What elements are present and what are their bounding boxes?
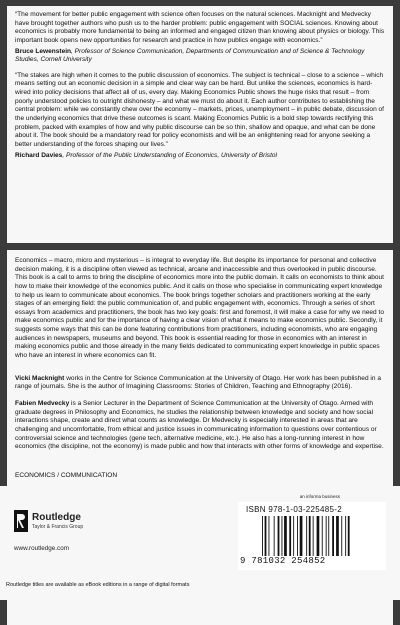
endorsements-panel — [7, 6, 393, 243]
quote-2-attribution — [15, 152, 385, 161]
author-bio-2 — [15, 400, 385, 452]
author-2-name: Fabien Medvecky — [15, 399, 70, 407]
author-bio-1 — [15, 375, 385, 392]
isbn-text: ISBN 978-1-03-225485-2 — [246, 505, 342, 514]
publisher-url[interactable]: www.routledge.com — [14, 545, 69, 552]
routledge-logo-icon — [14, 510, 28, 532]
quote-2-name: Richard Davies — [15, 151, 63, 159]
quote-2-affiliation: , Professor of the Public Understanding of Economics, University of Bristol — [62, 151, 277, 159]
quote-1-name: Bruce Lewenstein — [15, 47, 72, 55]
author-1-text: works in the Centre for Science Communication at the University of Otago. Her work has been published in a range of journals. She is the author of Imagining Classrooms: Stories of Children, Teaching and Ethnography (2016). — [15, 374, 381, 391]
quote-1-attribution — [15, 48, 385, 65]
book-description: Economics – macro, micro and mysterious – is integral to everyday life. But despite its importance for personal and collective decision making, it is a discipline often viewed as technical, arcane and inaccessible and thus overlooked in public discourse. This book is a call to arms to bring the discipline of economics more into the public domain. It calls on economists to think about how to make their knowledge of the economics public. And it calls on those who specialise in communicating expert knowledge to help us learn to communicate about economics. The book brings together scholars and practitioners working at the early stages of an emerging field: the public communication of, and public engagement with, economics. Through a series of short essays from academics and practitioners, the book has two key goals: first and foremost, it will make a case for why we need to make economics public and for the importance of having a clear vision of what it means to make economics public. Secondly, it suggests some ways that this can be done featuring contributions from practitioners, including economists, who are engaging audiences in newspapers, museums and beyond. This book is essential reading for those in economics with an interest in making economics public and those already in the many fields dedicated to communicating expert knowledge in public spaces who have an interest in where economics can fit. — [15, 257, 384, 360]
quote-1-text: “The movement for better public engagement with science often focuses on the natural sciences. Macknight and Medvecky have brought together authors who push us to the harder problem: public engagement with SOCIAL sciences. Knowing about economics is probably more fundamental to being an informed and engaged citizen than knowing about physics or biology. This important book opens new opportunities for research and practice in how publics engage with economics.” — [15, 11, 385, 44]
quote-1-affiliation: , Professor of Science Communication, Departments of Communication and of Science & Technology Studies, Cornell University — [15, 47, 365, 64]
digital-editions-note: Routledge titles are available as eBook editions in a range of digital formats — [6, 582, 190, 588]
barcode-digits: 9 781032 254852 — [240, 556, 326, 566]
publisher-name: Routledge — [32, 512, 81, 523]
barcode-area — [238, 502, 386, 570]
subject-category: ECONOMICS / COMMUNICATION — [15, 471, 118, 479]
author-1-name: Vicki Macknight — [15, 374, 65, 382]
quote-2-text: “The stakes are high when it comes to the public discussion of economics. The subject is technical – close to a science – which means setting out an economic decision in a simple and clear way can be hard. But unlike the sciences, economics is hard-wired into policy decisions that affect all of us, every day. Making Economics Public shows the huge risks that result – from poorly understood policies to outright dishonesty – and what we must do about it. Each author contributes to establishing the central problem: while we constantly chew over the economy – markets, prices, unemployment – in public debate, discussion of the underlying economics that drive these outcomes is scant. Making Economics Public is a bold step towards rectifying this problem, packed with examples of how and why public discourse can be so thin, shallow and opaque, and what can be done about it. The book should be a mandatory read for policy economists and will be an enlightening read for anyone seeking a better understanding of the forces shaping our lives.” — [15, 71, 384, 148]
informa-tagline: an informa business — [299, 494, 340, 499]
author-2-text: is a Senior Lecturer in the Department of Science Communication at the University of Otago. Armed with graduate degrees in Philosophy and Economics, he studies the relationship between knowledge and society and how social interactions shape, create and direct what counts as knowledge. Dr Medvecky is especially interested in areas that are challenging and uncomfortable, from ethical and justice issues in communicating information to questions over contentious or controversial science and technologies (gene tech, alternative medicine, etc.). He also has a long-running interest in how economics (the discipline, not the economy) is made public and how that interacts with other forms of knowledge and expertise. — [15, 399, 384, 451]
barcode-bars — [262, 516, 378, 556]
publisher-group: Taylor & Francis Group — [32, 524, 84, 530]
